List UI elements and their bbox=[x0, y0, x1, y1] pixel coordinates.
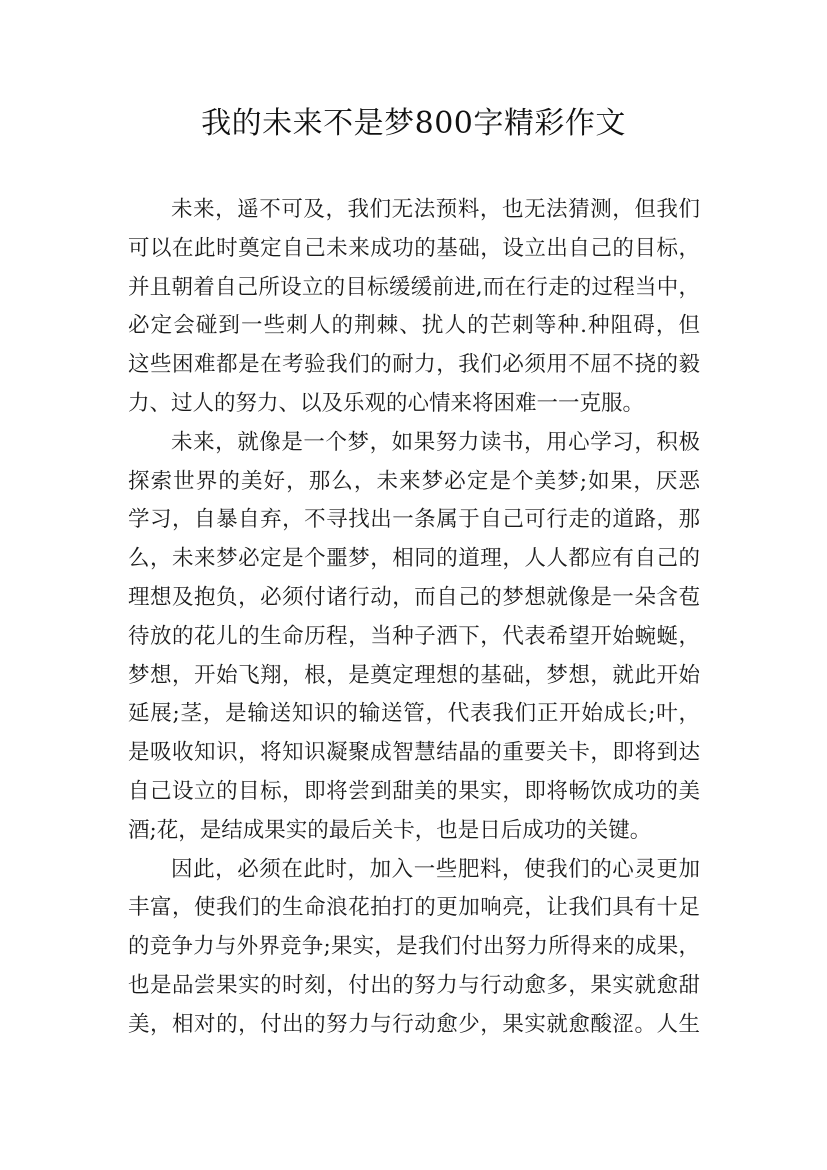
paragraph-1-line-5: 这些困难都是在考验我们的耐力，我们必须用不屈不挠的毅 bbox=[128, 352, 700, 378]
paragraph-2-line-11: 酒;花，是结成果实的最后关卡，也是日后成功的关键。 bbox=[128, 817, 652, 843]
paragraph-3-line-5: 美，相对的，付出的努力与行动愈少，果实就愈酸涩。人生 bbox=[128, 1011, 700, 1037]
paragraph-2-line-10: 自己设立的目标，即将尝到甜美的果实，即将畅饮成功的美 bbox=[128, 778, 700, 804]
paragraph-1-line-1: 未来，遥不可及，我们无法预料，也无法猜测，但我们 bbox=[171, 197, 700, 222]
paragraph-2-line-4: 么，未来梦必定是个噩梦，相同的道理，人人都应有自己的 bbox=[128, 546, 700, 572]
paragraph-2-line-2: 探索世界的美好，那么，未来梦必定是个美梦;如果，厌恶 bbox=[128, 468, 700, 494]
paragraph-2-line-1: 未来，就像是一个梦，如果努力读书，用心学习，积极 bbox=[171, 429, 700, 455]
paragraph-3-line-4: 也是品尝果实的时刻，付出的努力与行动愈多，果实就愈甜 bbox=[128, 972, 700, 998]
paragraph-2-line-7: 梦想，开始飞翔，根，是奠定理想的基础，梦想，就此开始 bbox=[128, 662, 700, 688]
document-title: 我的未来不是梦800字精彩作文 bbox=[201, 106, 626, 141]
paragraph-2-line-6: 待放的花儿的生命历程，当种子洒下，代表希望开始蜿蜒， bbox=[128, 623, 700, 649]
paragraph-2-line-8: 延展;茎，是输送知识的输送管，代表我们正开始成长;叶， bbox=[128, 701, 700, 727]
paragraph-2-line-9: 是吸收知识，将知识凝聚成智慧结晶的重要关卡，即将到达 bbox=[128, 740, 700, 766]
paragraph-1-line-6: 力、过人的努力、以及乐观的心情来将困难一一克服。 bbox=[128, 390, 645, 416]
paragraph-2-line-5: 理想及抱负，必须付诸行动，而自己的梦想就像是一朵含苞 bbox=[128, 584, 700, 610]
document-body bbox=[128, 191, 700, 1045]
paragraph-1-line-4: 必定会碰到一些刺人的荆棘、扰人的芒刺等种.种阻碍，但 bbox=[128, 313, 700, 339]
paragraph-3-line-3: 的竞争力与外界竞争;果实，是我们付出努力所得来的成果， bbox=[128, 934, 700, 960]
paragraph-1-line-3: 并且朝着自己所设立的目标缓缓前进,而在行走的过程当中， bbox=[128, 274, 700, 300]
paragraph-3-line-2: 丰富，使我们的生命浪花拍打的更加响亮，让我们具有十足 bbox=[128, 895, 700, 921]
paragraph-2-line-3: 学习，自暴自弃，不寻找出一条属于自己可行走的道路，那 bbox=[128, 507, 700, 533]
paragraph-1-line-2: 可以在此时奠定自己未来成功的基础，设立出自己的目标， bbox=[128, 235, 700, 261]
paragraph-3-line-1: 因此，必须在此时，加入一些肥料，使我们的心灵更加 bbox=[171, 856, 700, 882]
